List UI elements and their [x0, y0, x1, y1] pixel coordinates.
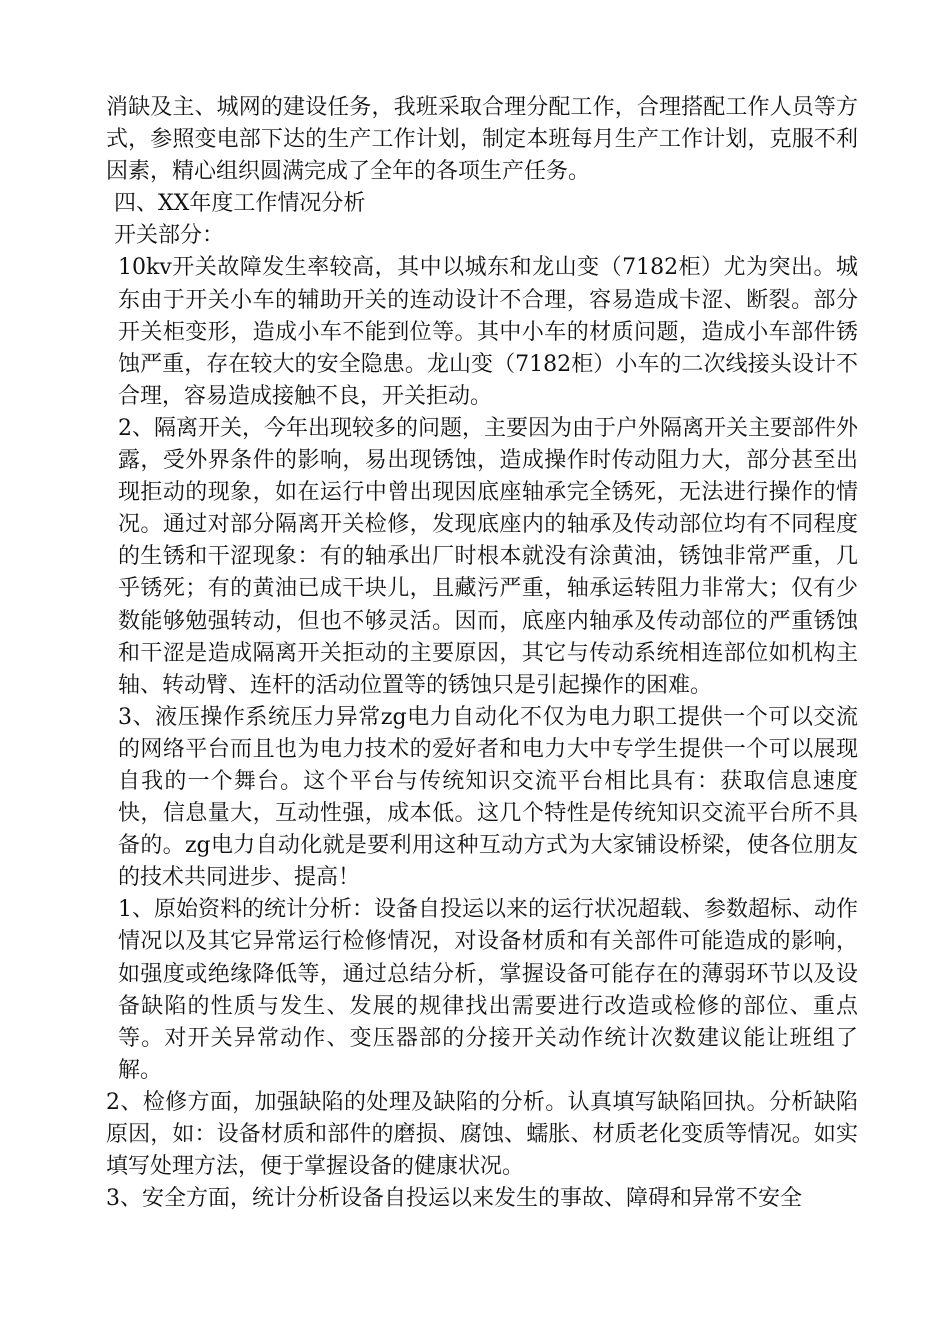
paragraph-intro: 消缺及主、城网的建设任务，我班采取合理分配工作，合理搭配工作人员等方式，参照变电部下达的生产工作计划，制定本班每月生产工作计划，克服不利因素，精心组织圆满完成了全年的各项生产任务。 [106, 95, 858, 185]
document-body [106, 92, 858, 1215]
paragraph-safety: 3、安全方面，统计分析设备自投运以来发生的事故、障碍和异常不安全 [106, 1186, 802, 1212]
section-heading: 四、XX年度工作情况分析 [114, 191, 366, 217]
paragraph-maintenance: 2、检修方面，加强缺陷的处理及缺陷的分析。认真填写缺陷回执。分析缺陷原因，如：设备材质和部件的磨损、腐蚀、蠕胀、材质老化变质等情况。如实填写处理方法，便于掌握设备的健康状况。 [106, 1089, 858, 1180]
paragraph-switch-fault: 10kv开关故障发生率较高，其中以城东和龙山变（7182柜）尤为突出。城东由于开关小车的辅助开关的连动设计不合理，容易造成卡涩、断裂。部分开关柜变形，造成小车不能到位等。其中小车的材质问题，造成小车部件锈蚀严重，存在较大的安全隐患。龙山变（7182柜）小车的二次线接头设计不合理，容易造成接触不良，开关拒动。 [118, 255, 858, 409]
paragraph-hydraulic-system: 3、液压操作系统压力异常zg电力自动化不仅为电力职工提供一个可以交流的网络平台而且也为电力技术的爱好者和电力大中专学生提供一个可以展现自我的一个舞台。这个平台与传统知识交流平台相比具有：获取信息速度快，信息量大，互动性强，成本低。这几个特性是传统知识交流平台所不具备的。zg电力自动化就是要利用这种互动方式为大家铺设桥梁，使各位朋友的技术共同进步、提高！ [118, 704, 858, 891]
paragraph-isolating-switch: 2、隔离开关，今年出现较多的问题，主要因为由于户外隔离开关主要部件外露，受外界条件的影响，易出现锈蚀，造成操作时传动阻力大，部分甚至出现拒动的现象，如在运行中曾出现因底座轴承完全锈死，无法进行操作的情况。通过对部分隔离开关检修，发现底座内的轴承及传动部位均有不同程度的生锈和干涩现象：有的轴承出厂时根本就没有涂黄油，锈蚀非常严重，几乎锈死；有的黄油已成干块儿，且藏污严重，轴承运转阻力非常大；仅有少数能够勉强转动，但也不够灵活。因而，底座内轴承及传动部位的严重锈蚀和干涩是造成隔离开关拒动的主要原因，其它与传动系统相连部位如机构主轴、转动臂、连杆的活动位置等的锈蚀只是引起操作的困难。 [118, 415, 858, 698]
subsection-heading: 开关部分： [114, 223, 225, 249]
paragraph-data-analysis: 1、原始资料的统计分析：设备自投运以来的运行状况超载、参数超标、动作情况以及其它异常运行检修情况，对设备材质和有关部件可能造成的影响，如强度或绝缘降低等，通过总结分析，掌握设备可能存在的薄弱环节以及设备缺陷的性质与发生、发展的规律找出需要进行改造或检修的部位、重点等。对开关异常动作、变压器部的分接开关动作统计次数建议能让班组了解。 [118, 897, 858, 1083]
